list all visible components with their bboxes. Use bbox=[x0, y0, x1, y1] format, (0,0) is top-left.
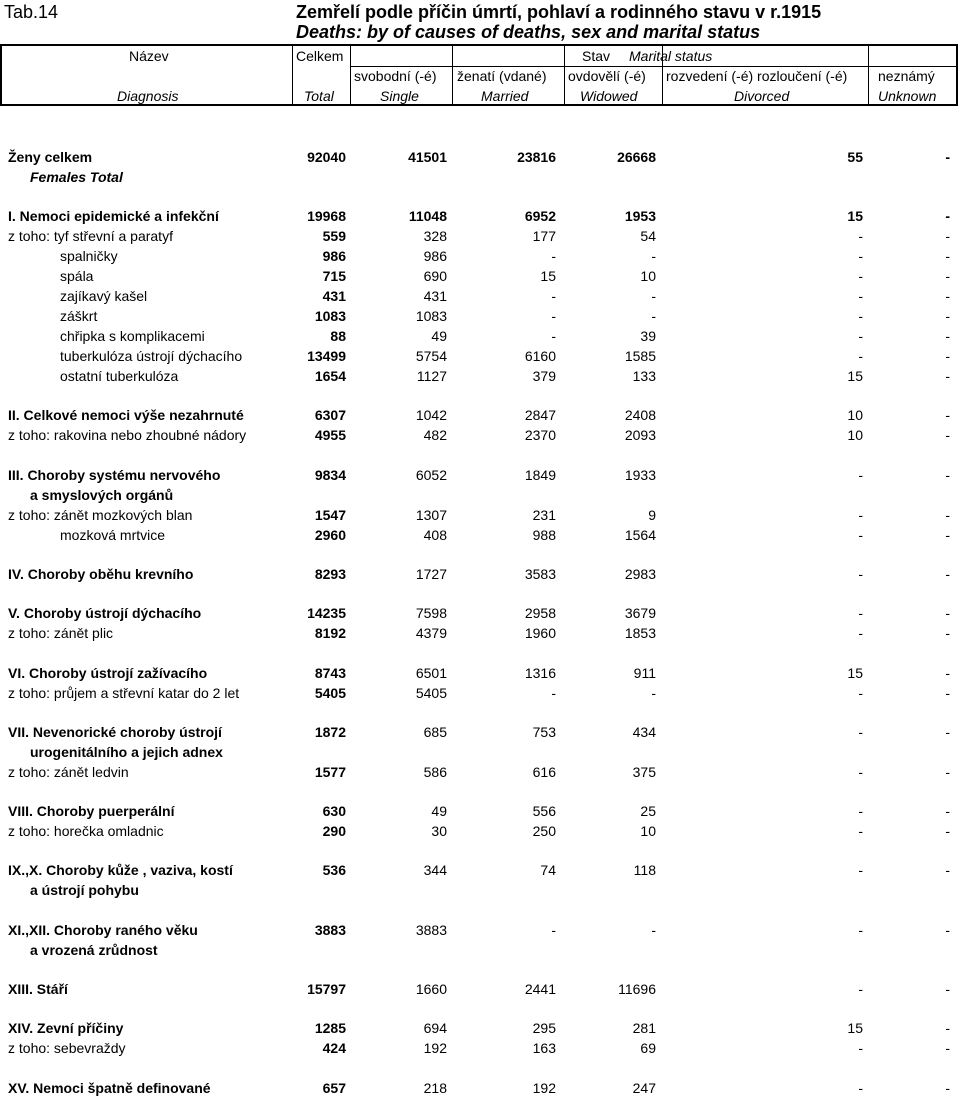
row-label: V. Choroby ústrojí dýchacího bbox=[8, 605, 202, 621]
total-cell: 8743 bbox=[314, 665, 346, 681]
single-cell: 3883 bbox=[415, 922, 447, 938]
single-cell: 4379 bbox=[415, 625, 447, 641]
header-divider bbox=[292, 46, 293, 104]
married-cell: 74 bbox=[540, 862, 556, 878]
table-row bbox=[0, 467, 958, 487]
total-cell: 9834 bbox=[314, 467, 346, 483]
single-cell: 344 bbox=[423, 862, 447, 878]
divorced-cell: 15 bbox=[847, 368, 863, 384]
total-cell: 1872 bbox=[314, 724, 346, 740]
row-label: ostatní tuberkulóza bbox=[60, 368, 179, 384]
divorced-cell: - bbox=[858, 248, 863, 264]
table-row bbox=[0, 507, 958, 527]
header-svobodni: svobodní (-é) bbox=[354, 68, 437, 84]
single-cell: 6052 bbox=[415, 467, 447, 483]
widowed-cell: 281 bbox=[632, 1020, 656, 1036]
header-married: Married bbox=[481, 88, 529, 104]
row-label: XI.,XII. Choroby raného věku bbox=[8, 922, 198, 938]
unknown-cell: - bbox=[945, 427, 950, 443]
total-cell: 424 bbox=[322, 1040, 346, 1056]
header-ovdoveli: ovdovělí (-é) bbox=[568, 68, 646, 84]
married-cell: 6952 bbox=[524, 208, 556, 224]
married-cell: 2370 bbox=[524, 427, 556, 443]
table-row bbox=[0, 981, 958, 1001]
divorced-cell: - bbox=[858, 605, 863, 621]
row-label: XV. Nemoci špatně definované bbox=[8, 1080, 211, 1096]
widowed-cell: 39 bbox=[640, 328, 656, 344]
total-cell: 559 bbox=[322, 228, 346, 244]
widowed-cell: 25 bbox=[640, 803, 656, 819]
divorced-cell: 15 bbox=[847, 665, 863, 681]
divorced-cell: - bbox=[858, 467, 863, 483]
divorced-cell: - bbox=[858, 348, 863, 364]
unknown-cell: - bbox=[945, 1020, 950, 1036]
unknown-cell: - bbox=[945, 1040, 950, 1056]
table-row bbox=[0, 882, 958, 902]
header-diagnosis: Diagnosis bbox=[117, 88, 179, 104]
married-cell: 1316 bbox=[524, 665, 556, 681]
unknown-cell: - bbox=[945, 862, 950, 878]
table-row bbox=[0, 149, 958, 169]
total-cell: 657 bbox=[322, 1080, 346, 1096]
married-cell: 379 bbox=[532, 368, 556, 384]
unknown-cell: - bbox=[945, 1080, 950, 1096]
table-row bbox=[0, 487, 958, 507]
total-cell: 14235 bbox=[307, 605, 346, 621]
unknown-cell: - bbox=[945, 803, 950, 819]
unknown-cell: - bbox=[945, 724, 950, 740]
total-cell: 1547 bbox=[314, 507, 346, 523]
table-row bbox=[0, 308, 958, 328]
divorced-cell: 10 bbox=[847, 427, 863, 443]
single-cell: 586 bbox=[423, 764, 447, 780]
row-label: urogenitálního a jejich adnex bbox=[30, 744, 223, 760]
divorced-cell: - bbox=[858, 527, 863, 543]
single-cell: 5754 bbox=[415, 348, 447, 364]
total-cell: 3883 bbox=[314, 922, 346, 938]
married-cell: 616 bbox=[532, 764, 556, 780]
married-cell: 2847 bbox=[524, 407, 556, 423]
row-label: I. Nemoci epidemické a infekční bbox=[8, 208, 219, 224]
married-cell: 295 bbox=[532, 1020, 556, 1036]
table-row bbox=[0, 1040, 958, 1060]
single-cell: 41501 bbox=[408, 149, 447, 165]
widowed-cell: 11696 bbox=[618, 981, 656, 997]
married-cell: 3583 bbox=[524, 566, 556, 582]
married-cell: 23816 bbox=[517, 149, 556, 165]
married-cell: - bbox=[551, 685, 556, 701]
divorced-cell: - bbox=[858, 288, 863, 304]
total-cell: 1654 bbox=[314, 368, 346, 384]
divorced-cell: - bbox=[858, 268, 863, 284]
married-cell: 1849 bbox=[524, 467, 556, 483]
total-cell: 1577 bbox=[314, 764, 346, 780]
header-celkem: Celkem bbox=[296, 48, 344, 64]
unknown-cell: - bbox=[945, 328, 950, 344]
married-cell: 988 bbox=[532, 527, 556, 543]
divorced-cell: 55 bbox=[847, 149, 863, 165]
header-divider bbox=[452, 46, 453, 104]
row-label: XIV. Zevní příčiny bbox=[8, 1020, 124, 1036]
row-label: z toho: průjem a střevní katar do 2 let bbox=[8, 685, 240, 701]
widowed-cell: 118 bbox=[633, 862, 656, 878]
widowed-cell: 1933 bbox=[624, 467, 656, 483]
total-cell: 8293 bbox=[314, 566, 346, 582]
row-label: z toho: zánět plic bbox=[8, 625, 114, 641]
table-title: Zemřelí podle příčin úmrtí, pohlaví a rodinného stavu v r.1915 bbox=[296, 2, 822, 22]
table-row bbox=[0, 1020, 958, 1040]
header-divorced: Divorced bbox=[734, 88, 790, 104]
married-cell: 2441 bbox=[524, 981, 556, 997]
divorced-cell: - bbox=[858, 803, 863, 819]
widowed-cell: 2408 bbox=[624, 407, 656, 423]
total-cell: 431 bbox=[322, 288, 346, 304]
divorced-cell: - bbox=[858, 1080, 863, 1096]
divorced-cell: - bbox=[858, 724, 863, 740]
single-cell: 1307 bbox=[415, 507, 447, 523]
widowed-cell: 375 bbox=[632, 764, 656, 780]
table-row bbox=[0, 605, 958, 625]
table-row bbox=[0, 368, 958, 388]
divorced-cell: - bbox=[858, 764, 863, 780]
divorced-cell: - bbox=[858, 507, 863, 523]
divorced-cell: - bbox=[858, 328, 863, 344]
single-cell: 49 bbox=[431, 328, 447, 344]
widowed-cell: 2093 bbox=[624, 427, 656, 443]
single-cell: 1042 bbox=[415, 407, 447, 423]
total-cell: 715 bbox=[322, 268, 346, 284]
table-header bbox=[0, 44, 958, 106]
widowed-cell: 54 bbox=[640, 228, 656, 244]
table-row bbox=[0, 288, 958, 308]
married-cell: - bbox=[551, 288, 556, 304]
row-label: III. Choroby systému nervového bbox=[8, 467, 221, 483]
table-row bbox=[0, 803, 958, 823]
married-cell: 15 bbox=[540, 268, 556, 284]
table-row bbox=[0, 764, 958, 784]
row-label: z toho: rakovina nebo zhoubné nádory bbox=[8, 427, 247, 443]
header-rule bbox=[350, 66, 956, 67]
married-cell: 192 bbox=[532, 1080, 556, 1096]
table-row bbox=[0, 169, 958, 189]
single-cell: 408 bbox=[423, 527, 447, 543]
unknown-cell: - bbox=[945, 348, 950, 364]
table-row bbox=[0, 228, 958, 248]
married-cell: - bbox=[551, 328, 556, 344]
unknown-cell: - bbox=[945, 208, 950, 224]
table-row bbox=[0, 348, 958, 368]
row-label: chřipka s komplikacemi bbox=[60, 328, 205, 344]
married-cell: 163 bbox=[532, 1040, 556, 1056]
single-cell: 1660 bbox=[415, 981, 447, 997]
widowed-cell: 2983 bbox=[624, 566, 656, 582]
widowed-cell: 1853 bbox=[624, 625, 656, 641]
unknown-cell: - bbox=[945, 605, 950, 621]
row-label: a vrozená zrůdnost bbox=[30, 942, 158, 958]
total-cell: 290 bbox=[322, 823, 346, 839]
divorced-cell: - bbox=[858, 1040, 863, 1056]
widowed-cell: 10 bbox=[640, 823, 656, 839]
single-cell: 685 bbox=[423, 724, 447, 740]
header-zenati: ženatí (vdané) bbox=[457, 68, 547, 84]
table-row bbox=[0, 823, 958, 843]
single-cell: 11048 bbox=[408, 208, 447, 224]
unknown-cell: - bbox=[945, 308, 950, 324]
total-cell: 92040 bbox=[307, 149, 346, 165]
unknown-cell: - bbox=[945, 288, 950, 304]
divorced-cell: - bbox=[858, 685, 863, 701]
divorced-cell: - bbox=[858, 228, 863, 244]
total-cell: 630 bbox=[322, 803, 346, 819]
row-label: mozková mrtvice bbox=[60, 527, 166, 543]
single-cell: 6501 bbox=[415, 665, 447, 681]
row-label: IX.,X. Choroby kůže , vaziva, kostí bbox=[8, 862, 233, 878]
header-single: Single bbox=[380, 88, 419, 104]
table-row bbox=[0, 427, 958, 447]
header-neznamy: neznámý bbox=[878, 68, 935, 84]
row-label: VI. Choroby ústrojí zažívacího bbox=[8, 665, 208, 681]
married-cell: - bbox=[551, 922, 556, 938]
header-rozvedeni: rozvedení (-é) rozloučení (-é) bbox=[666, 68, 848, 84]
total-cell: 1083 bbox=[314, 308, 346, 324]
row-label: záškrt bbox=[60, 308, 98, 324]
single-cell: 431 bbox=[423, 288, 447, 304]
unknown-cell: - bbox=[945, 248, 950, 264]
divorced-cell: 15 bbox=[847, 208, 863, 224]
table-row bbox=[0, 942, 958, 962]
unknown-cell: - bbox=[945, 268, 950, 284]
header-divider bbox=[564, 46, 565, 104]
widowed-cell: 133 bbox=[632, 368, 656, 384]
unknown-cell: - bbox=[945, 467, 950, 483]
single-cell: 328 bbox=[423, 228, 447, 244]
divorced-cell: - bbox=[858, 308, 863, 324]
divorced-cell: 10 bbox=[847, 407, 863, 423]
married-cell: 1960 bbox=[524, 625, 556, 641]
header-marital-status: Marital status bbox=[629, 48, 713, 64]
married-cell: 231 bbox=[532, 507, 556, 523]
widowed-cell: 1585 bbox=[624, 348, 656, 364]
single-cell: 218 bbox=[423, 1080, 447, 1096]
unknown-cell: - bbox=[945, 764, 950, 780]
header-nazev: Název bbox=[129, 48, 169, 64]
divorced-cell: 15 bbox=[847, 1020, 863, 1036]
married-cell: 177 bbox=[532, 228, 556, 244]
unknown-cell: - bbox=[945, 507, 950, 523]
single-cell: 192 bbox=[423, 1040, 447, 1056]
widowed-cell: 10 bbox=[640, 268, 656, 284]
unknown-cell: - bbox=[945, 823, 950, 839]
header-unknown: Unknown bbox=[878, 88, 937, 104]
unknown-cell: - bbox=[945, 665, 950, 681]
table-row bbox=[0, 208, 958, 228]
total-cell: 6307 bbox=[314, 407, 346, 423]
row-label: XIII. Stáří bbox=[8, 981, 68, 997]
married-cell: 556 bbox=[532, 803, 556, 819]
total-cell: 8192 bbox=[314, 625, 346, 641]
total-cell: 536 bbox=[322, 862, 346, 878]
row-label: a ústrojí pohybu bbox=[30, 882, 139, 898]
table-subtitle: Deaths: by of causes of deaths, sex and marital status bbox=[296, 22, 761, 42]
single-cell: 7598 bbox=[415, 605, 447, 621]
row-label: a smyslových orgánů bbox=[30, 487, 174, 503]
header-divider bbox=[868, 46, 869, 104]
divorced-cell: - bbox=[858, 981, 863, 997]
unknown-cell: - bbox=[945, 566, 950, 582]
table-row bbox=[0, 625, 958, 645]
widowed-cell: 1953 bbox=[624, 208, 656, 224]
widowed-cell: - bbox=[651, 288, 656, 304]
widowed-cell: - bbox=[651, 308, 656, 324]
widowed-cell: 1564 bbox=[624, 527, 656, 543]
widowed-cell: - bbox=[651, 685, 656, 701]
divorced-cell: - bbox=[858, 625, 863, 641]
row-label: z toho: horečka omladnic bbox=[8, 823, 164, 839]
single-cell: 5405 bbox=[415, 685, 447, 701]
total-cell: 13499 bbox=[307, 348, 346, 364]
married-cell: 250 bbox=[532, 823, 556, 839]
row-label: z toho: tyf střevní a paratyf bbox=[8, 228, 173, 244]
widowed-cell: - bbox=[651, 248, 656, 264]
widowed-cell: 434 bbox=[632, 724, 656, 740]
widowed-cell: 3679 bbox=[624, 605, 656, 621]
row-label: z toho: zánět mozkových blan bbox=[8, 507, 193, 523]
single-cell: 690 bbox=[423, 268, 447, 284]
single-cell: 1083 bbox=[415, 308, 447, 324]
single-cell: 30 bbox=[431, 823, 447, 839]
unknown-cell: - bbox=[945, 149, 950, 165]
table-row bbox=[0, 922, 958, 942]
married-cell: 753 bbox=[532, 724, 556, 740]
single-cell: 49 bbox=[431, 803, 447, 819]
total-cell: 986 bbox=[322, 248, 346, 264]
row-label: z toho: sebevraždy bbox=[8, 1040, 126, 1056]
total-cell: 4955 bbox=[314, 427, 346, 443]
table-row bbox=[0, 248, 958, 268]
unknown-cell: - bbox=[945, 407, 950, 423]
divorced-cell: - bbox=[858, 566, 863, 582]
total-cell: 2960 bbox=[314, 527, 346, 543]
row-label: zajíkavý kašel bbox=[60, 288, 148, 304]
table-row bbox=[0, 724, 958, 744]
unknown-cell: - bbox=[945, 368, 950, 384]
header-stav: Stav bbox=[582, 48, 611, 64]
row-label: spalničky bbox=[60, 248, 118, 264]
divorced-cell: - bbox=[858, 862, 863, 878]
divorced-cell: - bbox=[858, 823, 863, 839]
widowed-cell: 247 bbox=[632, 1080, 656, 1096]
table-row bbox=[0, 1080, 958, 1100]
married-cell: 2958 bbox=[524, 605, 556, 621]
married-cell: 6160 bbox=[524, 348, 556, 364]
divorced-cell: - bbox=[858, 922, 863, 938]
married-cell: - bbox=[551, 308, 556, 324]
row-label: Ženy celkem bbox=[8, 149, 93, 165]
unknown-cell: - bbox=[945, 922, 950, 938]
row-label: z toho: zánět ledvin bbox=[8, 764, 129, 780]
table-row bbox=[0, 685, 958, 705]
table-row bbox=[0, 862, 958, 882]
table-row bbox=[0, 268, 958, 288]
row-label: spála bbox=[60, 268, 94, 284]
widowed-cell: 69 bbox=[640, 1040, 656, 1056]
total-cell: 1285 bbox=[314, 1020, 346, 1036]
married-cell: - bbox=[551, 248, 556, 264]
total-cell: 88 bbox=[330, 328, 346, 344]
table-row bbox=[0, 527, 958, 547]
unknown-cell: - bbox=[945, 527, 950, 543]
table-number: Tab.14 bbox=[4, 2, 59, 22]
row-label: VIII. Choroby puerperální bbox=[8, 803, 175, 819]
total-cell: 15797 bbox=[307, 981, 346, 997]
unknown-cell: - bbox=[945, 625, 950, 641]
header-total: Total bbox=[304, 88, 334, 104]
widowed-cell: 9 bbox=[648, 507, 656, 523]
header-divider bbox=[350, 46, 351, 104]
table-row bbox=[0, 665, 958, 685]
single-cell: 1127 bbox=[416, 368, 447, 384]
row-label: VII. Nevenorické choroby ústrojí bbox=[8, 724, 222, 740]
row-label: II. Celkové nemoci výše nezahrnuté bbox=[8, 407, 244, 423]
total-cell: 19968 bbox=[307, 208, 346, 224]
row-label: IV. Choroby oběhu krevního bbox=[8, 566, 194, 582]
table-row bbox=[0, 744, 958, 764]
single-cell: 1727 bbox=[415, 566, 447, 582]
single-cell: 986 bbox=[423, 248, 447, 264]
single-cell: 694 bbox=[423, 1020, 447, 1036]
table-row bbox=[0, 566, 958, 586]
unknown-cell: - bbox=[945, 981, 950, 997]
total-cell: 5405 bbox=[314, 685, 346, 701]
widowed-cell: - bbox=[651, 922, 656, 938]
widowed-cell: 911 bbox=[633, 665, 656, 681]
row-label: Females Total bbox=[30, 169, 123, 185]
header-widowed: Widowed bbox=[580, 88, 638, 104]
unknown-cell: - bbox=[945, 228, 950, 244]
row-label: tuberkulóza ústrojí dýchacího bbox=[60, 348, 243, 364]
widowed-cell: 26668 bbox=[617, 149, 656, 165]
unknown-cell: - bbox=[945, 685, 950, 701]
table-row bbox=[0, 407, 958, 427]
single-cell: 482 bbox=[423, 427, 447, 443]
table-row bbox=[0, 328, 958, 348]
